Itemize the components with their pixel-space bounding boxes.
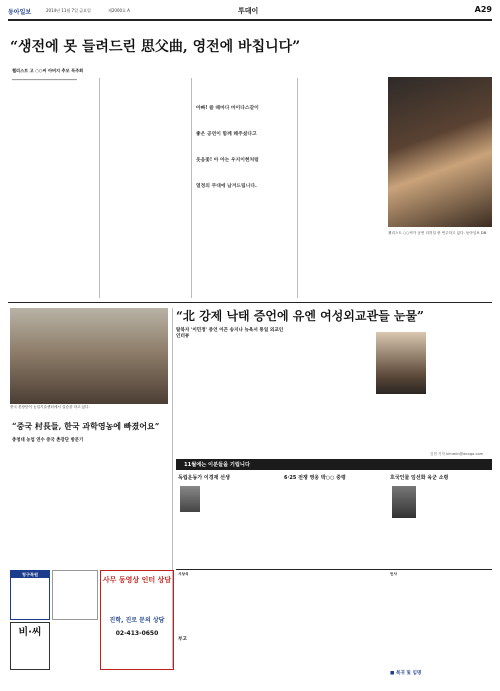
profile-text <box>284 486 384 564</box>
banner-text: 11월에는 이분들을 기립니다 <box>184 462 250 468</box>
article1-col5 <box>388 248 492 298</box>
col-divider <box>297 78 298 298</box>
profile-name: 호국인물 임선화 육군 소령 <box>390 475 449 481</box>
portrait-photo <box>392 486 416 518</box>
profile-text <box>204 486 278 564</box>
ad-box[interactable] <box>10 570 50 620</box>
article3-col1 <box>12 448 88 564</box>
article1-subhead: 첼리스트 고 ○○씨 아버지 추모 독주회 <box>12 68 84 73</box>
article1-col1: ━━━━━━━━━━━━━━━━━━━━━━━━━━━━━━ <box>12 78 77 82</box>
obituary-heading: 부고 <box>178 637 187 642</box>
masthead <box>8 4 492 18</box>
ad-box[interactable] <box>52 570 98 620</box>
article3-headline: “중국 村長들, 한국 과학영농에 빠졌어요” <box>12 421 160 431</box>
section-rule <box>8 302 492 303</box>
quote-line: 열정의 무대에 남겨드립니다. <box>196 184 257 189</box>
article1-quote-box <box>196 82 294 202</box>
caption-text: 중국 촌장단이 농업기술센터에서 실습을 하고 있다. <box>10 405 90 409</box>
article3-photo <box>10 308 168 404</box>
profile-card <box>178 474 278 566</box>
article1-col4 <box>301 78 383 298</box>
obituary-col2 <box>284 645 386 685</box>
portrait-photo <box>180 486 200 512</box>
caption-text: 첼리스트 ○○씨가 공연 리허설 중 연주하고 있다. 동아일보 DB <box>388 231 487 235</box>
article1-headline: “생전에 못 들려드린 思父曲, 영전에 바칩니다” <box>10 39 301 55</box>
ad-subtitle: 진학, 진로 문의 상담 <box>109 617 165 624</box>
profile-card <box>284 474 384 566</box>
article1-photo-caption <box>388 231 492 243</box>
bottom-col3 <box>390 572 492 682</box>
article3-photo-caption <box>10 405 168 417</box>
article2-photo <box>376 332 426 394</box>
article1-col2 <box>104 78 188 298</box>
col-divider <box>191 78 192 298</box>
profile-card <box>390 474 492 566</box>
article1-photo <box>388 77 492 227</box>
ad-box[interactable] <box>10 622 50 670</box>
article2-col2 <box>278 342 374 457</box>
edition: 제2000호 A <box>108 8 130 13</box>
page-number: A29 <box>474 5 492 14</box>
section-title: 투데이 <box>238 7 259 15</box>
profile-name: 독립운동가 이경재 선생 <box>178 475 230 481</box>
ad-title: 사무 동영상 인터 상담 <box>102 576 172 584</box>
article1-col3 <box>196 214 292 298</box>
quote-line: 웃음꽃! 아 아는 우지이현처럼 <box>196 158 259 163</box>
ad-title: 청구목원 <box>11 571 49 578</box>
col-divider <box>99 78 100 298</box>
ad-box[interactable] <box>100 570 174 670</box>
paper-name: 동아일보 <box>8 9 32 16</box>
quote-line: 좋은 공연이 함께 해주셨다고 <box>196 132 257 137</box>
article3-col2 <box>93 448 169 564</box>
memorial-banner <box>176 459 492 470</box>
article2-byline: 김민 기자 kimmin@donga.com <box>430 452 484 456</box>
article2-subhead: 탈북자 '이민정' 증언 이끈 송지나 뉴욕서 통일 외교인 인터뷰 <box>176 328 284 339</box>
ad-phone: 02-413-0650 <box>115 630 159 637</box>
heading: 인사 <box>390 572 397 576</box>
bottom-col1 <box>178 572 280 632</box>
article2-col3 <box>432 332 492 457</box>
article2-col1 <box>176 342 272 457</box>
issue-date: 2014년 11월 7일 금요일 <box>46 8 91 13</box>
article3-subhead: 충청대 농업 연수 중국 촌장단 방문기 <box>12 438 84 443</box>
ad-title: 비·씨 <box>18 627 42 638</box>
obituary-col1 <box>178 645 280 685</box>
section-rule <box>176 569 492 570</box>
article2-headline: “北 강제 낙태 증언에 유엔 여성외교관들 눈물” <box>176 309 424 323</box>
bottom-col2 <box>284 572 386 632</box>
heading: 시상식 <box>178 572 189 576</box>
appointments-heading: ■ 복귀 및 임명 <box>390 671 422 676</box>
profile-text <box>420 486 492 564</box>
profile-name: 6·25 전쟁 영웅 박○○ 중령 <box>284 475 346 481</box>
masthead-rule <box>8 19 492 21</box>
quote-line: 아빠! 쓸 때마다 마이다스같이 <box>196 106 259 111</box>
